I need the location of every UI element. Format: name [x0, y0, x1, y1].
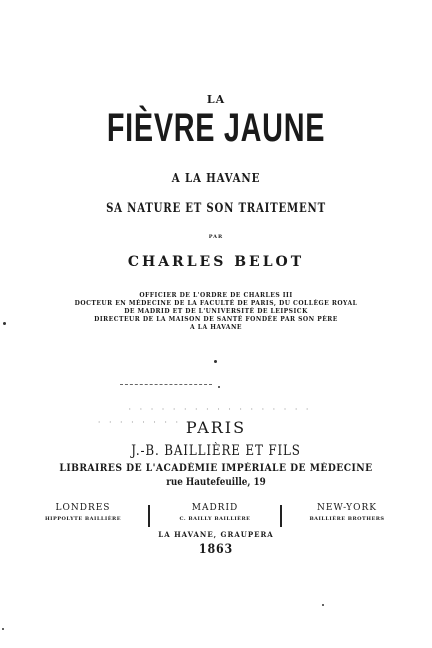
dashed-rule [120, 384, 212, 385]
author-name: CHARLES BELOT [127, 254, 305, 270]
branch-new-york [282, 503, 412, 527]
by-label: PAR [208, 234, 224, 240]
havana-imprint: LA HAVANE, GRAUPERA [158, 530, 274, 539]
publication-year: 1863 [198, 542, 234, 557]
ink-speck [2, 628, 4, 630]
publisher-name: J.-B. BAILLIÈRE ET FILS [131, 443, 301, 459]
branch-publisher: C. BAILLY BAILLIÈRE [179, 516, 251, 522]
ink-speck [322, 604, 324, 606]
title-place: A LA HAVANE [171, 171, 261, 185]
imprint-city: PARIS [185, 418, 247, 437]
branch-city: MADRID [191, 503, 239, 513]
branch-madrid [150, 503, 280, 527]
branch-london [18, 503, 148, 527]
bleed-through-text: · · · · · · · · · [97, 418, 193, 427]
ink-speck [3, 322, 6, 325]
bleed-through-text: · · · · · · · · · · · · · · · · · [128, 405, 312, 414]
ink-speck [218, 386, 220, 388]
credential-line: A LA HAVANE [190, 324, 242, 331]
title-article: LA [206, 93, 226, 106]
publisher-street: rue Hautefeuille, 19 [166, 477, 266, 488]
branch-city: LONDRES [55, 503, 111, 513]
main-title: FIÈVRE JAUNE [106, 106, 326, 150]
credential-line: DIRECTEUR DE LA MAISON DE SANTÉ FONDÉE PAR SON PÈRE [94, 316, 338, 323]
ink-speck [214, 360, 217, 363]
credential-line: DOCTEUR EN MÉDECINE DE LA FACULTÉ DE PARIS, DU COLLÈGE ROYAL [74, 300, 358, 307]
branch-publisher: BAILLIÈRE BROTHERS [309, 516, 385, 522]
credential-line: DE MADRID ET DE L'UNIVERSITÉ DE LEIPSICK [124, 308, 308, 315]
branch-publisher: HIPPOLYTE BAILLIÈRE [44, 516, 122, 522]
branch-city: NEW-YORK [317, 503, 377, 513]
subtitle: SA NATURE ET SON TRAITEMENT [106, 201, 326, 216]
branch-offices [18, 503, 412, 527]
publisher-role: LIBRAIRES DE L'ACADÉMIE IMPÉRIALE DE MÉDECINE [59, 463, 373, 474]
credential-line: OFFICIER DE L'ORDRE DE CHARLES III [139, 292, 293, 299]
